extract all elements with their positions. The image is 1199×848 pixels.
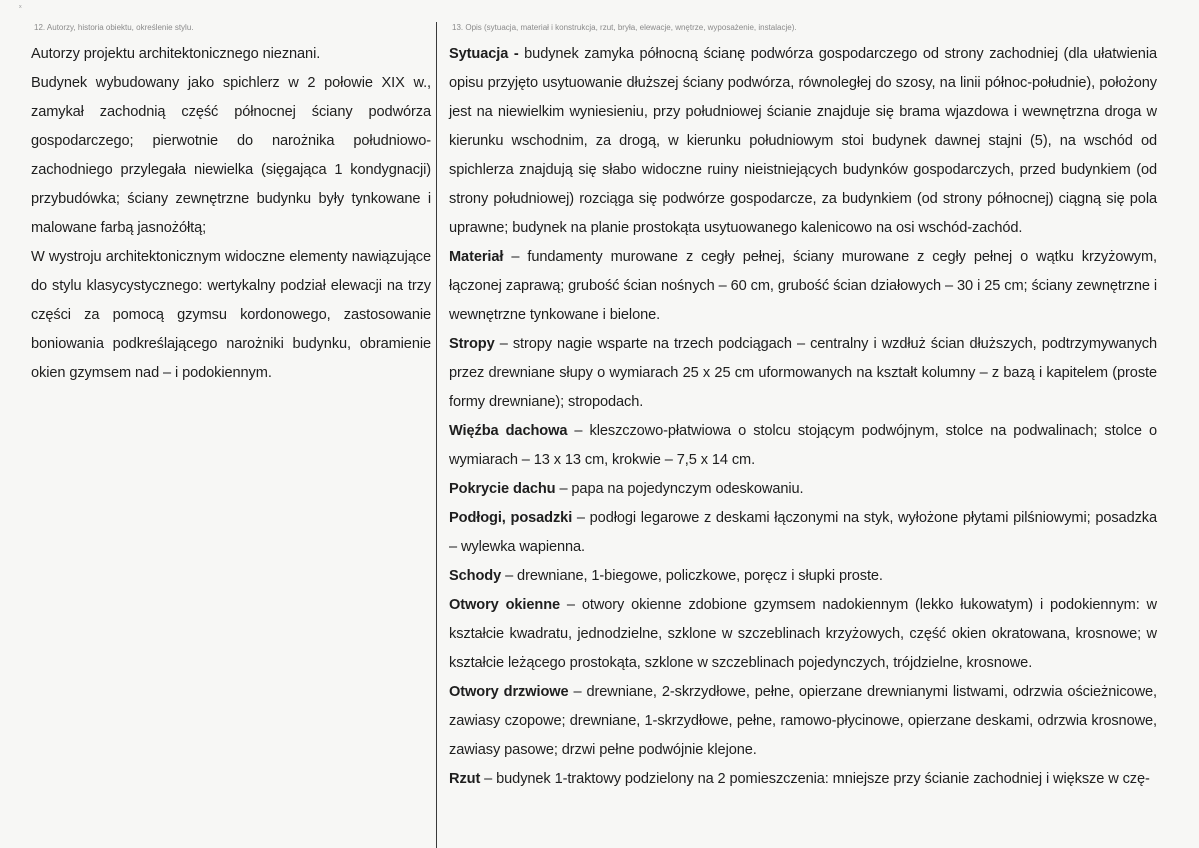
section-term: Schody [449,568,502,584]
section-text: – budynek 1-traktowy podzielony na 2 pomieszczenia: mniejsze przy ścianie zachodniej i większe w czę- [480,771,1150,787]
section-term: Pokrycie dachu [449,481,556,497]
section-term: Stropy [449,336,495,352]
section-term: Sytuacja - [449,46,519,62]
section-wiezba-dachowa [449,417,1157,475]
right-column-header: 13. Opis (sytuacja, materiał i konstrukcja, rzut, bryła, elewacje, wnętrze, wyposażenie, instalacje). [452,23,797,32]
section-text: – podłogi legarowe z deskami łączonymi na styk, wyłożone płytami pilśniowymi; posadzka – wylewka wapienna. [449,510,1157,555]
section-term: Otwory okienne [449,597,561,613]
left-column-header: 12. Autorzy, historia obiektu, określenie stylu. [34,23,194,32]
section-term: Rzut [449,771,481,787]
section-material [449,243,1157,330]
paragraph-style: W wystroju architektonicznym widoczne elementy nawiązujące do stylu klasycystycznego: wertykalny podział elewacji na trzy części za pomocą gzymsu kordonowego, zastosowanie boniowania podkreślającego narożniki budynku, obramienie okien gzymsem nad – i podokiennym. [31,249,431,381]
section-text: – drewniane, 2-skrzydłowe, pełne, opierzane drewnianymi listwami, odrzwia ościeżnicowe, zawiasy czopowe; drewniane, 1-skrzydłowe, pełne, ramowo-płycinowe, opierzane deskami, odrzwia krosnowe, zawiasy pasowe; drzwi pełne podwójnie klejone. [449,684,1157,758]
section-otwory-drzwiowe [449,678,1157,765]
section-rzut [449,765,1157,794]
section-text: budynek zamyka północną ścianę podwórza gospodarczego od strony zachodniej (dla ułatwienia opisu przyjęto usytuowanie dłuższej ściany podwórza, równoległej do szosy, na linii północ-południe), położony jest na niewielkim wyniesieniu, przy południowej ścianie znajduje się brama wjazdowa i wewnętrzna droga w kierunku wschodnim, za drogą, w kierunku południowym stoi budynek dawnej stajni (5), na wschód od spichlerza znajdują się słabo widoczne ruiny nieistniejących budynków gospodarczych, przed budynkiem (od strony południowej) rozciąga się podwórze gospodarcze, za budynkiem (od strony północnej) ciągną się pola uprawne; budynek na planie prostokąta usytuowanego kalenicowo na osi wschód-zachód. [449,46,1157,236]
section-text: – kleszczowo-płatwiowa o stolcu stojącym podwójnym, stolce na podwalinach; stolce o wymiarach – 13 x 13 cm, krokwie – 7,5 x 14 cm. [449,423,1157,468]
section-text: – otwory okienne zdobione gzymsem nadokiennym (lekko łukowatym) i podokiennym: w kształcie kwadratu, jednodzielne, szklone w szczeblinach krzyżowych, część okien okratowana, krosnowe; w kształcie leżącego prostokąta, szklone w szczeblinach pojedynczych, trójdzielne, krosnowe. [449,597,1157,671]
section-sytuacja [449,40,1157,243]
section-text: – drewniane, 1-biegowe, policzkowe, poręcz i słupki proste. [501,568,883,584]
section-text: – papa na pojedynczym odeskowaniu. [555,481,804,497]
section-schody [449,562,1157,591]
left-column-text [31,40,431,388]
right-column-text [449,40,1157,794]
section-podlogi [449,504,1157,562]
section-term: Podłogi, posadzki [449,510,573,526]
paragraph-history: Budynek wybudowany jako spichlerz w 2 połowie XIX w., zamykał zachodnią część północnej ściany podwórza gospodarczego; pierwotnie do narożnika południowo-zachodniego przylegała niewielka (sięgająca 1 kondygnacji) przybudówka; ściany zewnętrzne budynku były tynkowane i malowane farbą jasnożółtą; [31,75,431,236]
corner-mark: ˣ [19,3,22,12]
section-term: Otwory drzwiowe [449,684,569,700]
section-pokrycie-dachu [449,475,1157,504]
section-text: – fundamenty murowane z cegły pełnej, ściany murowane z cegły pełnej o wątku krzyżowym, łączonej zaprawą; grubość ścian nośnych – 60 cm, grubość ścian działowych – 30 i 25 cm; ściany zewnętrzne i wewnętrzne tynkowane i bielone. [449,249,1157,323]
column-divider [436,22,437,848]
section-text: – stropy nagie wsparte na trzech podciągach – centralny i wzdłuż ścian dłuższych, podtrzymywanych przez drewniane słupy o wymiarach 25 x 25 cm uformowanych na kształt kolumny – z bazą i kapitelem (proste formy drewniane); stropodach. [449,336,1157,410]
section-term: Więźba dachowa [449,423,568,439]
paragraph-authors: Autorzy projektu architektonicznego nieznani. [31,46,321,62]
section-term: Materiał [449,249,504,265]
section-otwory-okienne [449,591,1157,678]
section-stropy [449,330,1157,417]
